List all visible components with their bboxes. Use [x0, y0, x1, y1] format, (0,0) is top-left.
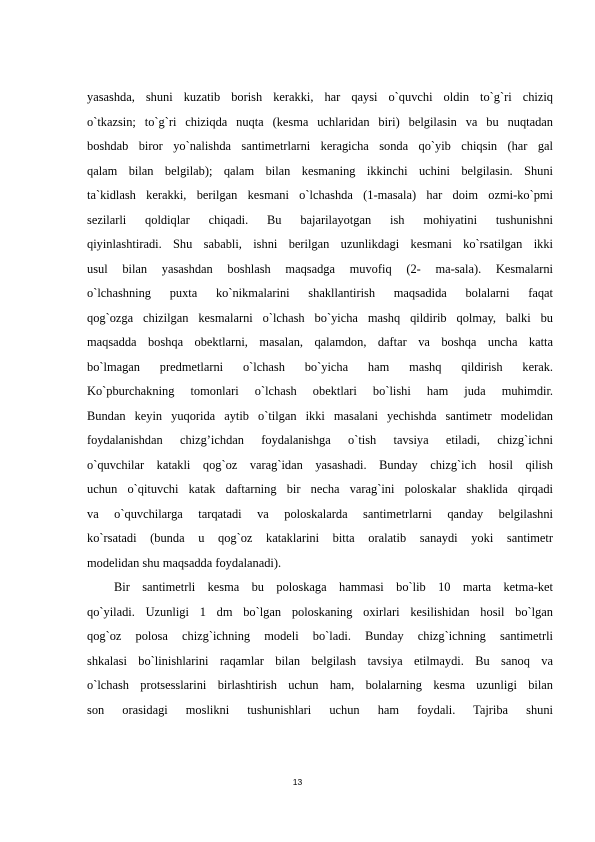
text-line-10: qog`ozga chizilgan kesmalarni o`lchash bo`yicha mashq qildirib qolmay, balki bu [87, 310, 553, 325]
text-line-6: sezilarli qoldiqlar chiqadi. Bu bajarilayotgan ish mohiyatini tushunishni [87, 212, 553, 227]
text-line-23: qog`oz polosa chizg`ichning modeli bo`ladi. Bunday chizg`ichning santimetrli [87, 629, 553, 643]
text-line-20: modelidan shu maqsadda foydalanadi). [87, 555, 282, 570]
text-line-2: o`tkazsin; to`g`ri chiziqda nuqta (kesma uchlaridan biri) belgilasin va bu nuqtadan [87, 114, 553, 129]
text-line-12: bo`lmagan predmetlarni o`lchash bo`yicha ham mashq qildirish kerak. [87, 359, 553, 374]
text-line-16: o`quvchilar katakli qog`oz varag`idan yasashadi. Bunday chizg`ich hosil qilish [87, 457, 553, 472]
text-line-25: o`lchash protsesslarini birlashtirish uchun ham, bolalarning kesma uzunligi bilan [87, 678, 553, 692]
text-line-13: Ko`pburchakning tomonlari o`lchash obektlari bo`lishi ham juda muhimdir. [87, 384, 553, 398]
text-line-8: usul bilan yasashdan boshlash maqsadga muvofiq (2- ma-sala). Kesmalarni [87, 261, 553, 276]
text-line-3: boshdab biror yo`nalishda santimetrlarni keragicha sonda qo`yib chiqsin (har gal [87, 139, 553, 153]
text-line-7: qiyinlashtiradi. Shu sababli, ishni berilgan uzunlikdagi kesmani ko`rsatilgan ikki [87, 237, 553, 251]
text-line-21: Bir santimetrli kesma bu poloskaga hammasi bo`lib 10 marta ketma-ket [114, 580, 553, 594]
text-line-11: maqsadda boshqa obektlarni, masalan, qalamdon, daftar va boshqa uncha katta [87, 335, 553, 349]
text-line-5: ta`kidlash kerakki, berilgan kesmani o`lchashda (1-masala) har doim ozmi-ko`pmi [87, 188, 553, 202]
text-line-19: ko`rsatadi (bunda u qog`oz kataklarini bitta oralatib sanaydi yoki santimetr [87, 531, 553, 545]
text-line-4: qalam bilan belgilab); qalam bilan kesmaning ikkinchi uchini belgilasin. Shuni [87, 163, 553, 178]
text-line-26: son orasidagi moslikni tushunishlari uchun ham foydali. Tajriba shuni [87, 702, 553, 717]
text-line-22: qo`yiladi. Uzunligi 1 dm bo`lgan poloskaning oxirlari kesilishidan hosil bo`lgan [87, 604, 553, 619]
text-line-9: o`lchashning puxta ko`nikmalarini shakllantirish maqsadida bolalarni faqat [87, 286, 553, 300]
text-line-14: Bundan keyin yuqorida aytib o`tilgan ikki masalani yechishda santimetr modelidan [87, 408, 553, 423]
text-line-17: uchun o`qituvchi katak daftarning bir necha varag`ini poloskalar shaklida qirqadi [87, 482, 553, 496]
text-line-1: yasashda, shuni kuzatib borish kerakki, har qaysi o`quvchi oldin to`g`ri chiziq [87, 90, 553, 104]
text-line-24: shkalasi bo`linishlarini raqamlar bilan belgilash tavsiya etilmaydi. Bu sanoq va [87, 653, 553, 668]
body-text [87, 85, 553, 722]
text-line-18: va o`quvchilarga tarqatadi va poloskalarda santimetrlarni qanday belgilashni [87, 506, 553, 521]
page-number: 13 [292, 777, 303, 787]
text-line-15: foydalanishdan chizg’ichdan foydalanishga o`tish tavsiya etiladi, chizg`ichni [87, 433, 553, 447]
